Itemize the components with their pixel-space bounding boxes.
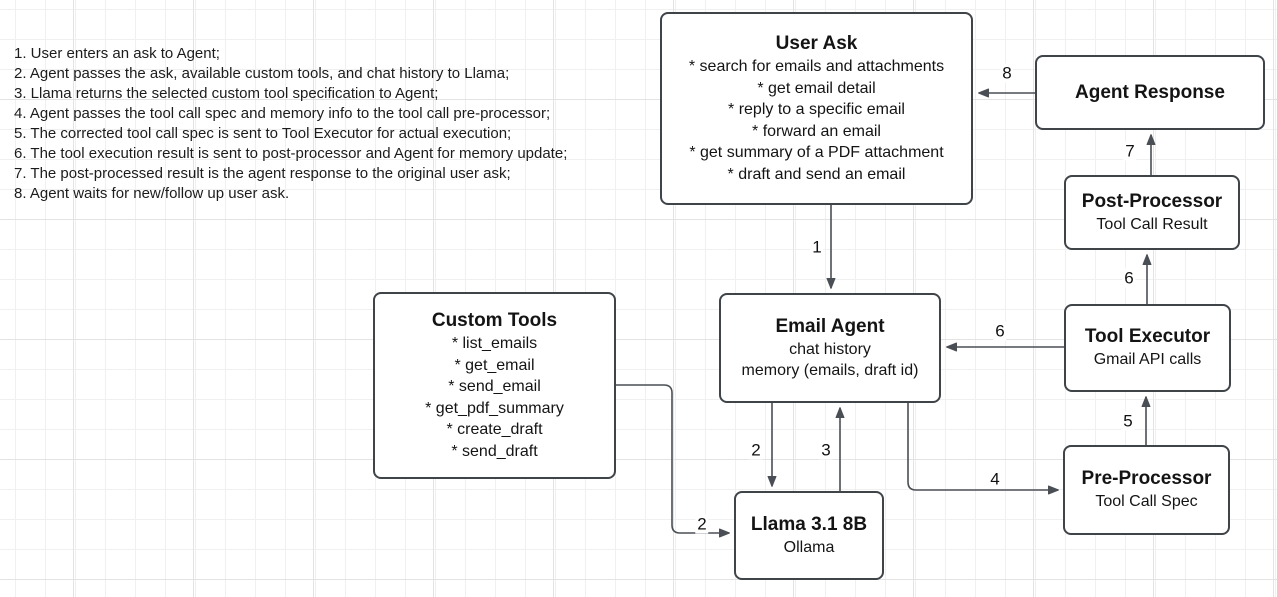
node-title: User Ask [775,33,858,54]
edge-label-2-agent: 2 [751,440,761,460]
node-title: Pre-Processor [1081,468,1212,490]
edge-label-4: 4 [990,469,1000,489]
node-title: Llama 3.1 8B [750,513,868,535]
edge-label-2-tools: 2 [697,514,707,534]
process-step: 6. The tool execution result is sent to post-processor and Agent for memory update; [14,145,568,162]
edge-label-1: 1 [812,237,822,257]
edge-label-6-horizontal: 6 [995,321,1005,341]
node-title: Agent Response [1075,81,1225,103]
edge-label-6-vertical: 6 [1124,268,1134,288]
process-step: 3. Llama returns the selected custom tool specification to Agent; [14,85,439,102]
node-title: Custom Tools [431,310,558,331]
node-post-processor: Post-Processor Tool Call Result [1064,175,1240,250]
process-step: 1. User enters an ask to Agent; [14,45,220,62]
process-step: 7. The post-processed result is the agent response to the original user ask; [14,165,511,182]
node-title: Tool Executor [1084,326,1211,348]
node-email-agent: Email Agent chat history memory (emails, draft id) [719,293,941,403]
node-tool-executor: Tool Executor Gmail API calls [1064,304,1231,392]
node-user-ask: User Ask * search for emails and attachments * get email detail * reply to a specific email * forward an email * get summary of a PDF attachment * draft and send an email [660,12,973,205]
process-step: 8. Agent waits for new/follow up user ask. [14,185,290,202]
process-steps-list [14,44,567,204]
arrow-4-email-agent-to-pre-processor [908,403,1058,490]
process-step: 5. The corrected tool call spec is sent to Tool Executor for actual execution; [14,125,512,142]
node-title: Post-Processor [1081,190,1223,212]
edge-label-8: 8 [1002,63,1012,83]
node-llama: Llama 3.1 8B Ollama [734,491,884,580]
node-custom-tools: Custom Tools * list_emails * get_email * send_email * get_pdf_summary * create_draft * send_draft [373,292,616,479]
arrow-2-custom-tools-to-llama [616,385,729,533]
node-title: Email Agent [775,315,885,337]
edge-label-7: 7 [1125,141,1135,161]
edge-label-5: 5 [1123,411,1133,431]
node-pre-processor: Pre-Processor Tool Call Spec [1063,445,1230,535]
node-agent-response [1035,55,1265,130]
edge-label-3: 3 [821,440,831,460]
process-step: 4. Agent passes the tool call spec and memory info to the tool call pre-processor; [14,105,551,122]
process-step: 2. Agent passes the ask, available custom tools, and chat history to Llama; [14,65,510,82]
